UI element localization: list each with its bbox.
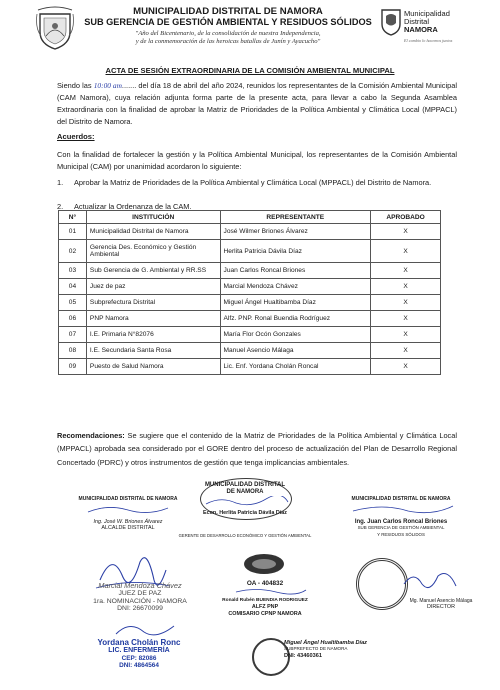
recommendations-label: Recomendaciones:	[57, 431, 125, 440]
letterhead	[0, 0, 500, 64]
logo-slogan: El cambio lo hacemos juntos	[404, 38, 453, 43]
handwritten-signature-icon	[196, 496, 294, 508]
institutions-table	[58, 210, 441, 375]
signature-police-commissioner: OA - 404832 Ronald Rubén BUENDIA RODRIGUEZ ALFZ PNP COMISARIO CPNP NAMORA	[206, 581, 324, 617]
logo-text-line3: NAMORA	[404, 25, 438, 34]
table-row: 04 Juez de paz Marcial Mendoza Chávez X	[59, 279, 441, 295]
signature-economic-manager-role: GERENTE DE DESARROLLO ECONÓMICO Y GESTIÓN AMBIENTAL	[178, 533, 312, 538]
handwritten-signature-icon	[338, 502, 464, 516]
acuerdos-intro: Con la finalidad de fortalecer la gestión y la Política Ambiental Municipal, los representantes de la Comisión Ambiental Municipal (CAM) por unanimidad acordaron lo siguiente:	[57, 150, 457, 171]
table-header-row: N° INSTITUCIÓN REPRESENTANTE APROBADO	[59, 211, 441, 224]
table-row: 02 Gerencia Des. Económico y Gestión Ambiental Herlita Patricia Dávila Díaz X	[59, 240, 441, 263]
municipality-logo	[380, 8, 480, 54]
signature-subprefect: Miguel Ángel Hualtibamba Díaz SUBPREFECTO DE NAMORA DNI: 43460361	[284, 640, 367, 659]
signature-school-director: Mg. Manuel Asencio Málaga DIRECTOR	[409, 598, 473, 611]
signature-justice-of-peace: Marcial Mendoza Chávez JUEZ DE PAZ 1ra. NOMINACIÓN - NAMORA DNI: 26670099	[93, 581, 187, 612]
document-title: ACTA DE SESIÓN EXTRAORDINARIA DE LA COMISIÓN AMBIENTAL MUNICIPAL	[105, 66, 395, 75]
police-insignia-icon	[234, 552, 294, 576]
signature-nurse: Yordana Cholán Ronc LIC. ENFERMERÍA CEP: 82086 DNI: 4864564	[97, 638, 181, 669]
table-row: 09 Puesto de Salud Namora Lic. Enf. Yordana Cholán Roncal X	[59, 359, 441, 375]
shield-logo-icon	[380, 8, 402, 36]
intro-paragraph: Siendo las 10:00 am....... del día 18 de abril del año 2024, reunidos los representantes de la Comisión Ambiental Municipal (CAM Namora), cuya relación adjunta forma parte de la presente acta, para llevar a cabo la Segunda Asamblea Extraordinaria con la finalidad de aprobar la Matriz de Prioridades de la Política Ambiental y Climática Local (MPPACL) del Distrito de Namora.	[57, 81, 458, 126]
table-row: 06 PNP Namora Alfz. PNP. Ronal Buendia Rodríguez X	[59, 311, 441, 327]
acuerdos-heading: Acuerdos:	[57, 132, 95, 141]
handwritten-time: 10:00 am	[93, 81, 122, 90]
coat-of-arms-icon	[36, 6, 74, 50]
table-row: 08 I.E. Secundaria Santa Rosa Manuel Asencio Málaga X	[59, 343, 441, 359]
signature-mayor: MUNICIPALIDAD DISTRITAL DE NAMORA Ing. José W. Briones Álvarez ALCALDE DISTRITAL	[68, 496, 188, 532]
table-row: 03 Sub Gerencia de G. Ambiental y RR.SS Juan Carlos Roncal Briones X	[59, 263, 441, 279]
org-name: MUNICIPALIDAD DISTRITAL DE NAMORA	[133, 6, 323, 17]
handwritten-signature-icon	[206, 587, 324, 595]
table-row: 01 Municipalidad Distrital de Namora José Wilmer Briones Álvarez X	[59, 224, 441, 240]
recommendations-paragraph: Recomendaciones: Se sugiere que el contenido de la Matriz de Prioridades de la Política Ambiental y Climática Local (MPPACL) aprobada sea considerado por el GORE dentro del proceso de actualización del Plan de Desarrollo Regional Concertado (PDRC) y otros instrumentos de gestión que tenga implicancias ambientales.	[57, 431, 457, 467]
logo-text-line1: Municipalidad	[404, 9, 450, 18]
handwritten-signature-icon	[68, 502, 188, 516]
year-motto-line1: "Año del Bicentenario, de la consolidación de nuestra Independencia,	[135, 30, 321, 37]
table-row: 07 I.E. Primaria N°82076 María Flor Ocón Gonzales X	[59, 327, 441, 343]
handwritten-signature-icon	[398, 566, 462, 596]
logo-text-line2: Distrital	[404, 17, 430, 26]
year-motto-line2: y de la conmemoración de las heroicas batallas de Junín y Ayacucho"	[135, 38, 321, 45]
table-row: 05 Subprefectura Distrital Miguel Ángel Hualtibamba Díaz X	[59, 295, 441, 311]
handwritten-signature-icon	[110, 620, 180, 640]
signature-economic-manager: MUNICIPALIDAD DISTRITAL DE NAMORA Econ. Herlita Patricia Dávila Díaz	[196, 482, 294, 517]
signature-environment-subgerente: MUNICIPALIDAD DISTRITAL DE NAMORA Ing. Juan Carlos Roncal Briones SUB GERENCIA DE GESTIÓN AMBIENTAL Y RESIDUOS SÓLIDOS	[338, 496, 464, 538]
org-subdivision: SUB GERENCIA DE GESTIÓN AMBIENTAL Y RESIDUOS SÓLIDOS	[84, 17, 372, 27]
